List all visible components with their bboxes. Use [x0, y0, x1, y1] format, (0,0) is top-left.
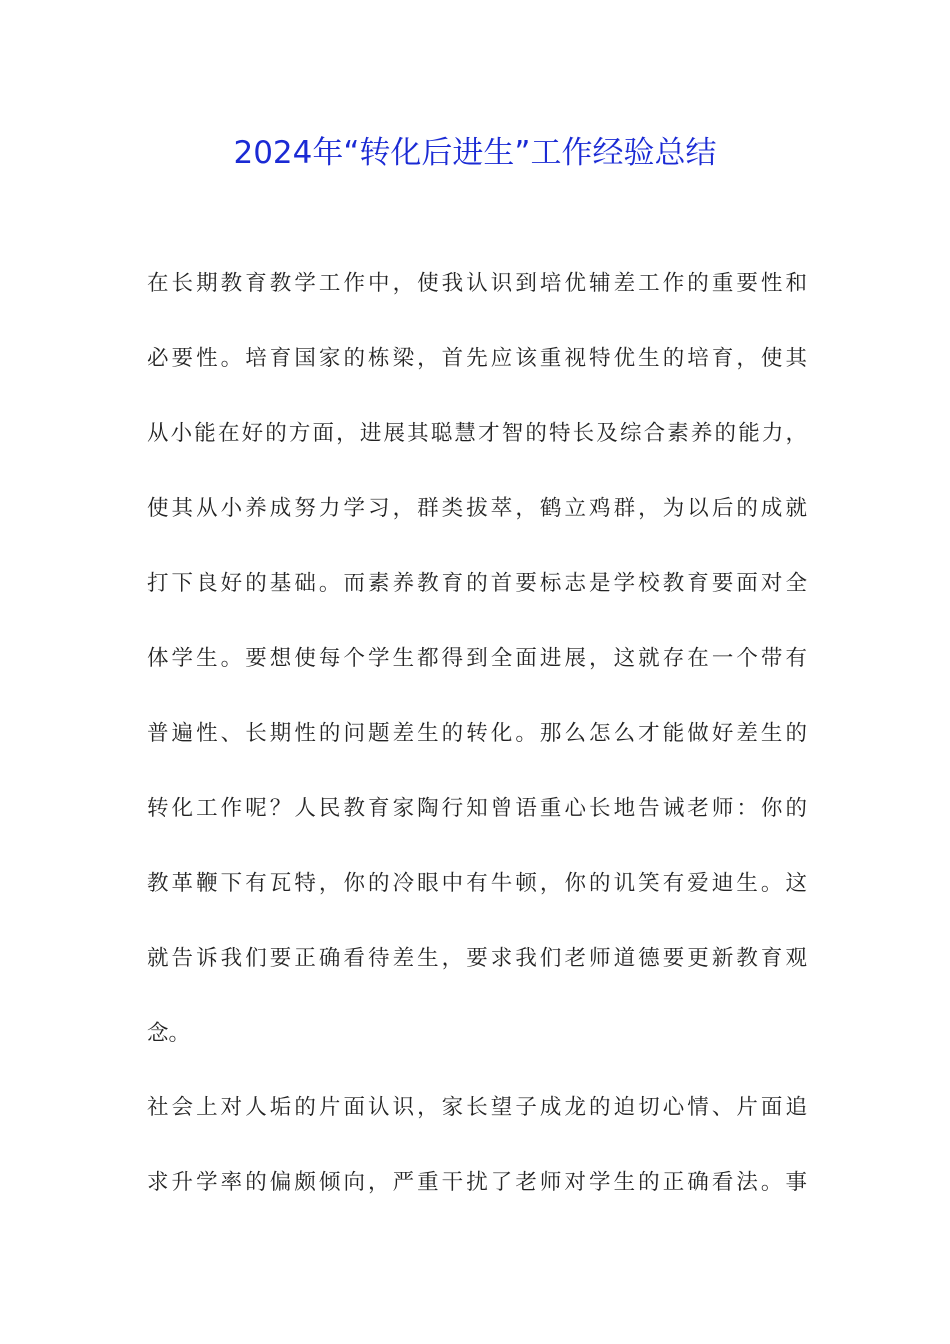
- paragraph-line: 社会上对人垢的片面认识，家长望子成龙的迫切心情、片面追: [147, 1095, 807, 1120]
- paragraph-line: 从小能在好的方面，进展其聪慧才智的特长及综合素养的能力，: [147, 421, 807, 446]
- paragraph-line: 念。: [147, 1021, 191, 1046]
- paragraph-line: 求升学率的偏颇倾向，严重干扰了老师对学生的正确看法。事: [147, 1170, 807, 1195]
- paragraph-line: 转化工作呢？人民教育家陶行知曾语重心长地告诫老师：你的: [147, 796, 807, 821]
- paragraph-line: 普遍性、长期性的问题差生的转化。那么怎么才能做好差生的: [147, 721, 807, 746]
- paragraph-line: 教革鞭下有瓦特，你的冷眼中有牛顿，你的讥笑有爱迪生。这: [147, 871, 807, 896]
- paragraph-line: 就告诉我们要正确看待差生，要求我们老师道德要更新教育观: [147, 946, 807, 971]
- paragraph-line: 打下良好的基础。而素养教育的首要标志是学校教育要面对全: [147, 571, 807, 596]
- paragraph-line: 体学生。要想使每个学生都得到全面进展，这就存在一个带有: [147, 646, 807, 671]
- document-title: 2024年“转化后进生”工作经验总结: [233, 135, 717, 171]
- paragraph-line: 在长期教育教学工作中，使我认识到培优辅差工作的重要性和: [147, 271, 807, 296]
- paragraph-line: 必要性。培育国家的栋梁，首先应该重视特优生的培育，使其: [147, 346, 807, 371]
- paragraph-line: 使其从小养成努力学习，群类拔萃，鹤立鸡群，为以后的成就: [147, 496, 807, 521]
